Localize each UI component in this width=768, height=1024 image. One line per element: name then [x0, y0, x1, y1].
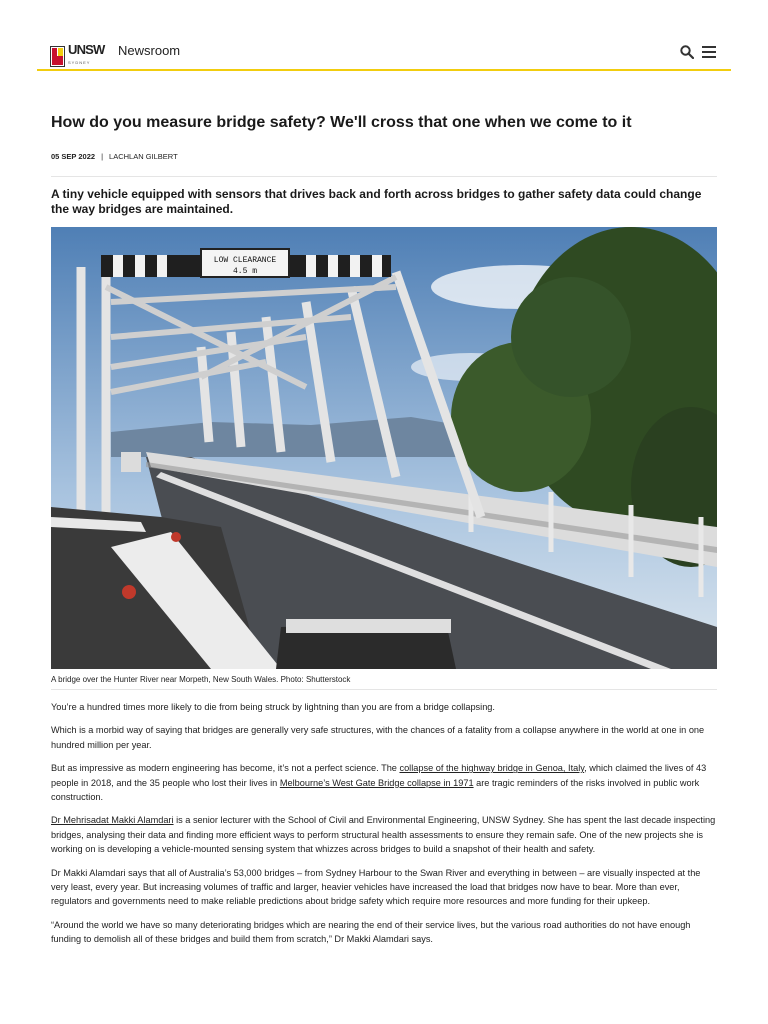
paragraph: “Around the world we have so many deteriorating bridges which are nearing the end of their service lives, but the various road authorities do not have enough funding to demolish all of these bridges and build them from scratch,” Dr Makki Alamdari says. — [51, 919, 691, 945]
paragraph-text: are tragic reminders of the risks involved in public work construction. — [51, 777, 700, 803]
divider — [51, 689, 717, 690]
clearance-sign-line2: 4.5 m — [232, 267, 258, 276]
paragraph-text: , which claimed the lives of 43 people in 2018, and the 35 people who lost their lives in — [51, 763, 707, 788]
paragraph: Which is a morbid way of saying that bridges are generally very safe structures, with the chances of a fatality from a collapse anywhere in the world at one in one hundred million per year. — [51, 725, 705, 750]
paragraph: Dr Makki Alamdari says that all of Australia’s 53,000 bridges – from Sydney Harbour to the Swan River and everything in between – are visually inspected at the very least, every year. But increasing volumes of traffic and larger, heavier vehicles have increased the load that bridges now have to bear. More than ever, regulators and governments need to make reliable predictions about bridge safety which require more resources and more funding for their upkeep. — [51, 867, 701, 907]
article-date: 05 SEP 2022 — [51, 152, 96, 161]
logo-wordmark — [68, 43, 105, 69]
site-header — [37, 34, 731, 71]
logo-text: UNSW — [68, 42, 105, 57]
logo-subtext: SYDNEY — [68, 60, 91, 65]
paragraph-text: But as impressive as modern engineering has become, it’s not a perfect science. The — [51, 763, 400, 774]
west-gate-collapse-link[interactable]: Melbourne’s West Gate Bridge collapse in 1971 — [279, 777, 474, 788]
divider — [51, 176, 717, 177]
article-standfirst: A tiny vehicle equipped with sensors that drives back and forth across bridges to gather safety data could change the way bridges are maintained. — [51, 187, 702, 216]
paragraph — [51, 813, 717, 856]
image-caption: A bridge over the Hunter River near Morpeth, New South Wales. Photo: Shutterstock — [51, 675, 351, 684]
author-profile-link[interactable]: Dr Mehrisadat Makki Alamdari — [51, 815, 174, 826]
article-body — [51, 700, 717, 956]
menu-icon[interactable] — [702, 46, 716, 58]
unsw-logo[interactable] — [50, 43, 105, 69]
paragraph-text: is a senior lecturer with the School of Civil and Environmental Engineering, UNSW Sydney. She has spent the last decade inspecting bridges, analysing their data and finding more efficient ways to perform structural health assessments to ensure they remain safe. One of the new projects she is working on is developing a vehicle-mounted sensing system that whizzes across bridges to build a snapshot of their health and safety. — [51, 815, 716, 855]
genoa-collapse-link[interactable]: collapse of the highway bridge in Genoa, Italy — [399, 763, 585, 774]
article-meta — [51, 152, 178, 161]
section-title-newsroom[interactable]: Newsroom — [118, 43, 181, 58]
meta-separator: | — [101, 152, 104, 161]
article-title: How do you measure bridge safety? We'll cross that one when we come to it — [51, 114, 632, 131]
paragraph: You’re a hundred times more likely to die from being struck by lightning than you are from a bridge collapsing. — [51, 702, 495, 712]
unsw-crest-icon — [50, 46, 65, 67]
paragraph — [51, 761, 717, 804]
hero-image — [51, 227, 717, 669]
search-icon[interactable] — [680, 45, 694, 59]
clearance-sign-line1: LOW CLEARANCE — [213, 256, 277, 265]
article-author[interactable]: LACHLAN GILBERT — [109, 152, 178, 161]
